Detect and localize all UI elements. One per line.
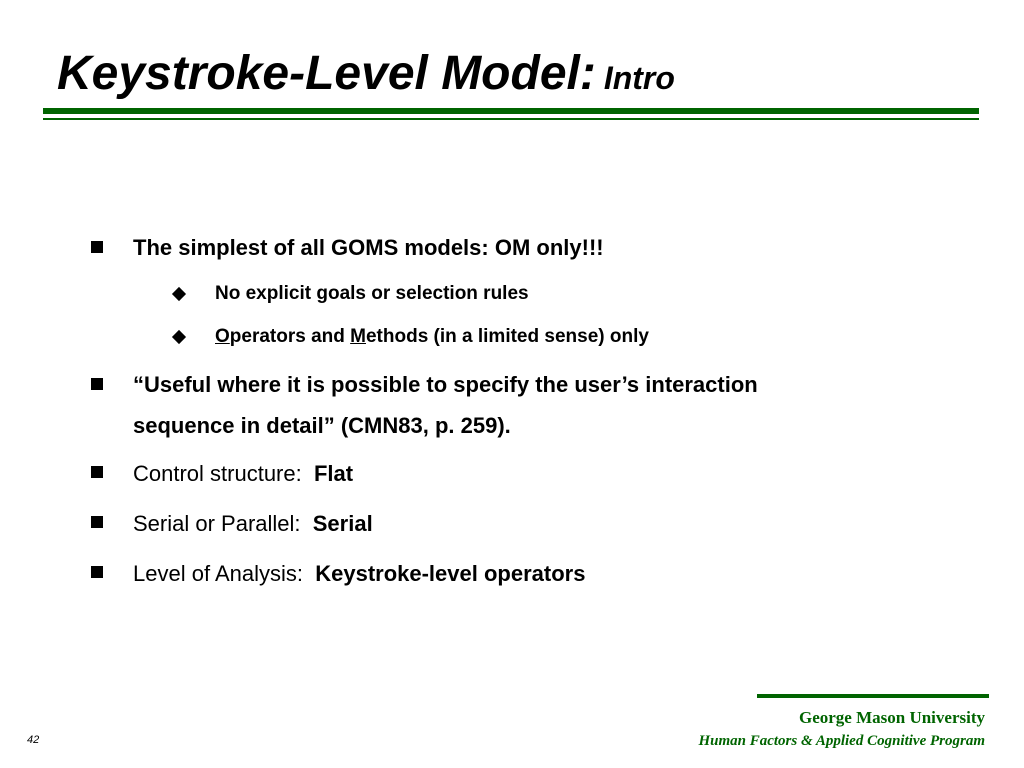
square-bullet-icon	[91, 378, 103, 390]
diamond-bullet-icon	[172, 330, 186, 344]
slide-title	[57, 44, 675, 108]
square-bullet-icon	[91, 241, 103, 253]
underlined-letter-m: M	[350, 326, 366, 347]
footer-rule	[757, 694, 989, 698]
underlined-letter-o: O	[215, 326, 230, 347]
bullet-text	[133, 554, 585, 594]
sub-bullet-text-part: perators and	[229, 326, 351, 347]
title-underline-thin	[43, 118, 979, 120]
diamond-bullet-icon	[172, 287, 186, 301]
footer-program: Human Factors & Applied Cognitive Program	[698, 733, 985, 749]
bullet-label: Serial or Parallel:	[133, 511, 301, 536]
square-bullet-icon	[91, 516, 103, 528]
bullet-text	[133, 454, 353, 494]
sub-bullet-text	[215, 322, 649, 352]
page-number: 42	[27, 734, 40, 746]
sub-bullet-text: No explicit goals or selection rules	[215, 283, 529, 304]
square-bullet-icon	[91, 466, 103, 478]
slide-title-sub: Intro	[603, 60, 675, 96]
bullet-text	[133, 504, 373, 544]
bullet-text: The simplest of all GOMS models: OM only!!!	[133, 235, 604, 260]
title-underline-thick	[43, 108, 979, 114]
slide-title-main: Keystroke-Level Model:	[57, 47, 596, 100]
sub-bullet-text-part: ethods (in a limited sense) only	[365, 326, 649, 347]
bullet-value: Keystroke-level operators	[315, 561, 586, 586]
bullet-text-line1: “Useful where it is possible to specify the user’s interaction	[133, 372, 758, 397]
bullet-label: Level of Analysis:	[133, 561, 303, 586]
bullet-value: Serial	[312, 511, 373, 536]
bullet-label: Control structure:	[133, 461, 302, 486]
square-bullet-icon	[91, 566, 103, 578]
bullet-text-line2: sequence in detail” (CMN83, p. 259).	[133, 413, 511, 438]
footer-university: George Mason University	[798, 708, 985, 727]
bullet-value: Flat	[313, 461, 354, 486]
